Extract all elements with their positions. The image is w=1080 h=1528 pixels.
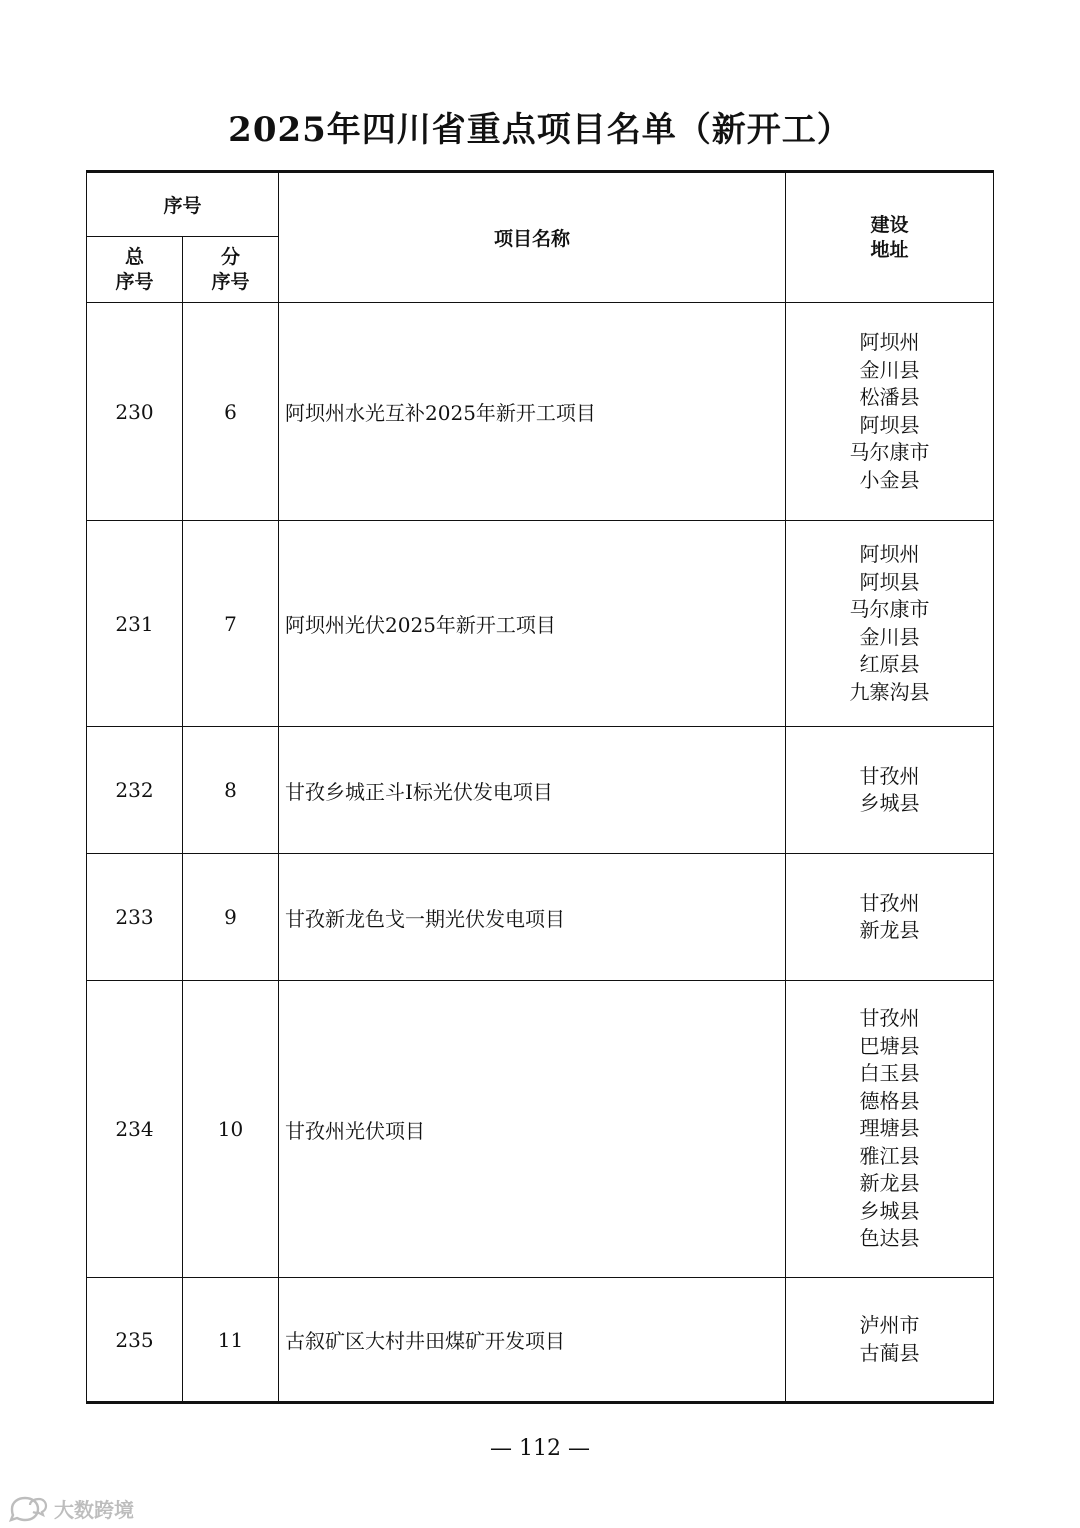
table-row <box>87 727 994 854</box>
location-line: 新龙县 <box>859 918 920 942</box>
location-line: 白玉县 <box>859 1061 920 1086</box>
location-line: 阿坝州 <box>859 542 920 566</box>
location-line: 巴塘县 <box>859 1033 920 1058</box>
location-cell <box>786 1278 994 1403</box>
table-body <box>87 303 994 1403</box>
location-line: 色达县 <box>859 1226 920 1251</box>
table-row <box>87 981 994 1278</box>
location-line: 德格县 <box>859 1088 920 1113</box>
header-total-seq-line: 序号 <box>115 270 154 293</box>
total-seq-cell: 235 <box>87 1278 183 1403</box>
page-number: — 112 — <box>490 1436 590 1461</box>
location-cell <box>786 521 994 727</box>
location-cell <box>786 727 994 854</box>
location-line: 甘孜州 <box>859 1006 920 1031</box>
watermark <box>8 1494 134 1523</box>
location-line: 红原县 <box>859 652 920 676</box>
header-sub-seq-line: 序号 <box>211 270 250 293</box>
project-table <box>86 170 994 1404</box>
location-line: 阿坝州 <box>859 330 920 354</box>
location-line: 金川县 <box>859 624 920 649</box>
location-line: 马尔康市 <box>849 597 930 621</box>
sub-seq-cell: 10 <box>183 981 279 1278</box>
location-line: 小金县 <box>859 467 920 492</box>
project-name-cell: 阿坝州水光互补2025年新开工项目 <box>279 303 786 521</box>
project-name-cell: 甘孜州光伏项目 <box>279 981 786 1278</box>
location-line: 新龙县 <box>859 1171 920 1196</box>
header-total-seq <box>87 237 183 303</box>
header-total-seq-line: 总 <box>124 245 144 268</box>
total-seq-cell: 230 <box>87 303 183 521</box>
table-row <box>87 1278 994 1403</box>
sub-seq-cell: 7 <box>183 521 279 727</box>
sub-seq-cell: 8 <box>183 727 279 854</box>
location-line: 松潘县 <box>859 385 920 409</box>
location-cell <box>786 854 994 981</box>
header-location <box>786 172 994 303</box>
project-name-cell: 阿坝州光伏2025年新开工项目 <box>279 521 786 727</box>
table-row <box>87 303 994 521</box>
header-sub-seq <box>183 237 279 303</box>
header-location-line: 地址 <box>870 238 909 261</box>
table-row <box>87 854 994 981</box>
location-line: 古蔺县 <box>859 1340 920 1365</box>
location-line: 马尔康市 <box>849 440 930 464</box>
sub-seq-cell: 6 <box>183 303 279 521</box>
sub-seq-cell: 11 <box>183 1278 279 1403</box>
location-cell <box>786 303 994 521</box>
table-row <box>87 521 994 727</box>
location-line: 金川县 <box>859 357 920 382</box>
location-line: 甘孜州 <box>859 763 920 788</box>
location-line: 九寨沟县 <box>849 679 930 704</box>
total-seq-cell: 232 <box>87 727 183 854</box>
header-seq-group: 序号 <box>87 172 279 237</box>
header-sub-seq-line: 分 <box>221 245 241 268</box>
total-seq-cell: 231 <box>87 521 183 727</box>
watermark-text: 大数跨境 <box>54 1498 134 1522</box>
sub-seq-cell: 9 <box>183 854 279 981</box>
header-project-name: 项目名称 <box>279 172 786 303</box>
project-name-cell: 甘孜乡城正斗Ⅰ标光伏发电项目 <box>279 727 786 854</box>
project-name-cell: 甘孜新龙色戈一期光伏发电项目 <box>279 854 786 981</box>
speech-bubble-logo-icon <box>8 1496 48 1522</box>
document-title: 2025年四川省重点项目名单（新开工） <box>228 110 852 150</box>
location-line: 理塘县 <box>859 1116 920 1141</box>
location-line: 阿坝县 <box>859 569 920 594</box>
location-line: 甘孜州 <box>859 890 920 915</box>
location-line: 乡城县 <box>859 1198 920 1223</box>
header-location-line: 建设 <box>870 213 909 236</box>
location-line: 雅江县 <box>859 1143 920 1168</box>
total-seq-cell: 234 <box>87 981 183 1278</box>
project-name-cell: 古叙矿区大村井田煤矿开发项目 <box>279 1278 786 1403</box>
total-seq-cell: 233 <box>87 854 183 981</box>
location-line: 乡城县 <box>859 791 920 815</box>
location-cell <box>786 981 994 1278</box>
location-line: 阿坝县 <box>859 412 920 437</box>
location-line: 泸州市 <box>859 1313 920 1337</box>
